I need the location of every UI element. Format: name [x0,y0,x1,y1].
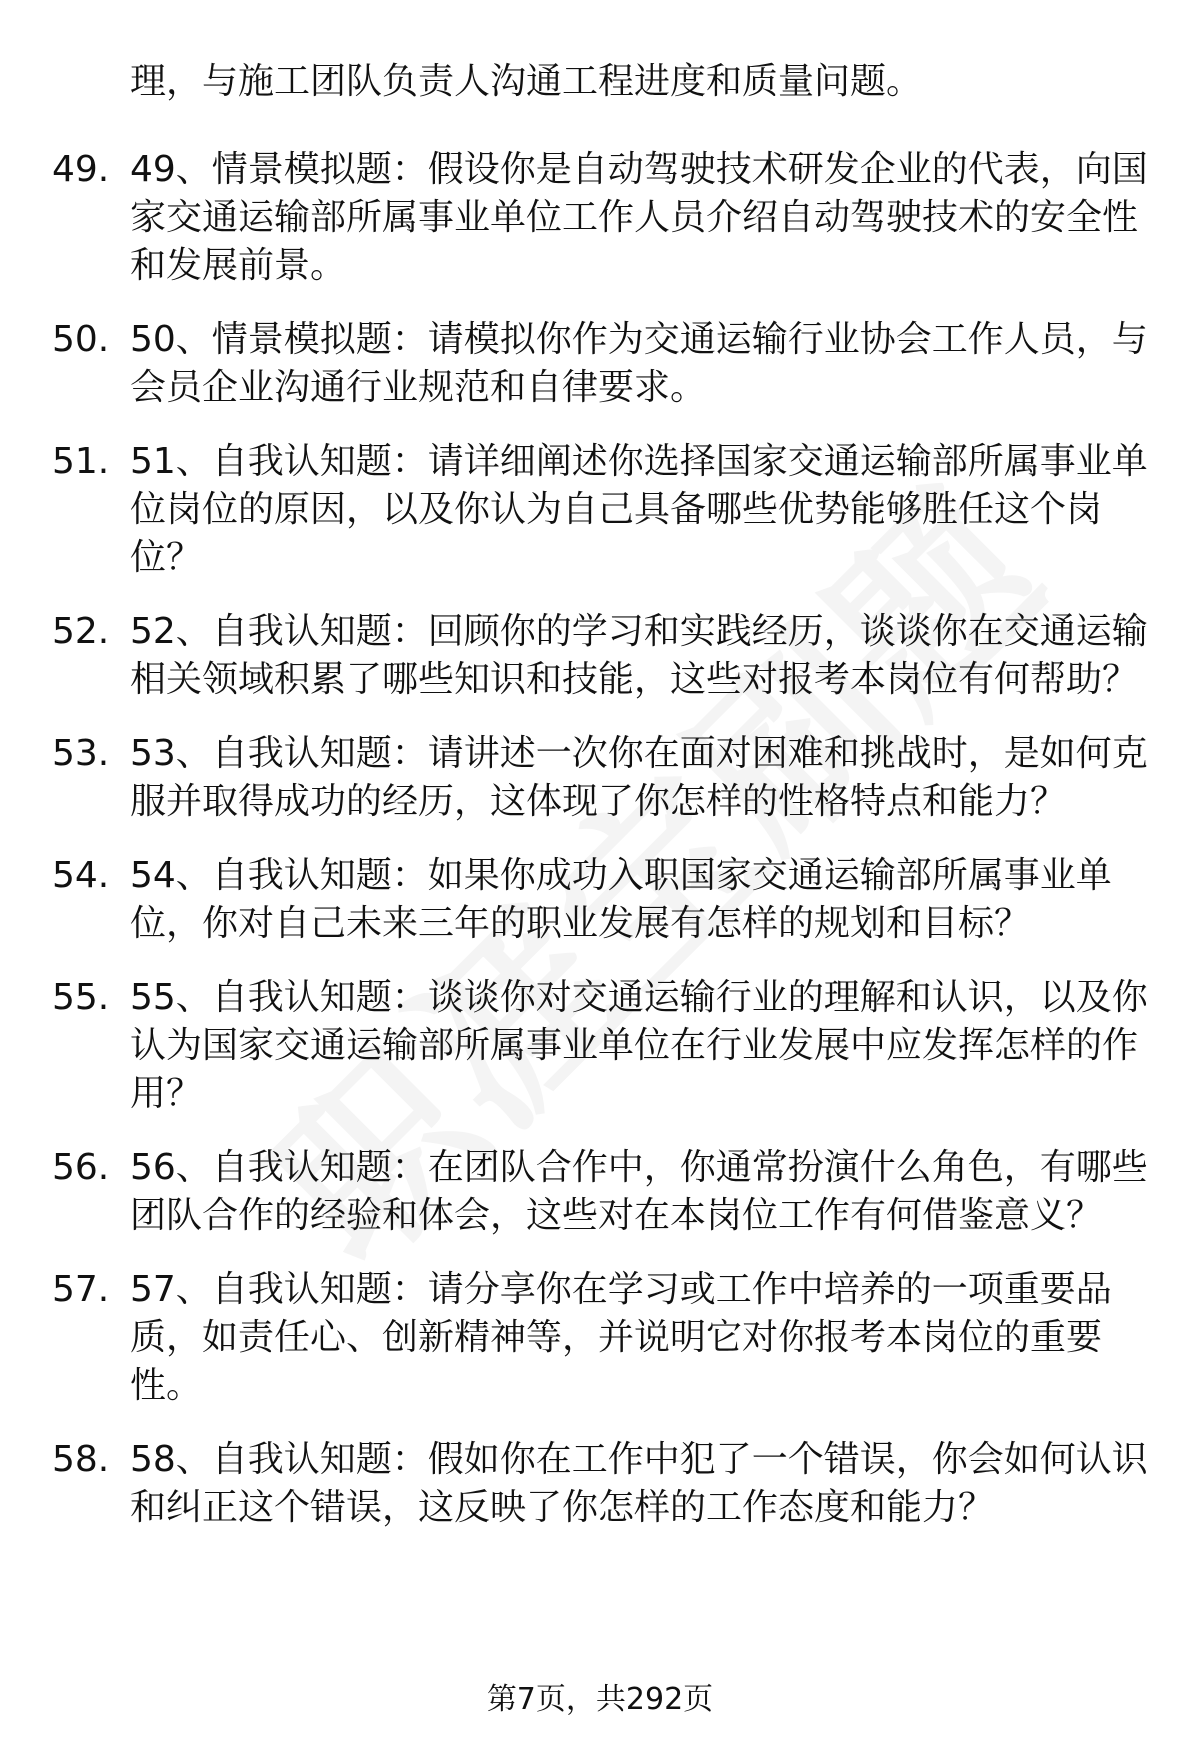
question-item [0,1266,1200,1410]
continued-text: 理，与施工团队负责人沟通工程进度和质量问题。 [130,61,923,102]
question-text: 57、自我认知题：请分享你在学习或工作中培养的一项重要品质，如责任心、创新精神等，并说明它对你报考本岗位的重要性。 [130,1269,1112,1406]
question-item [0,852,1200,948]
question-number: 57. [52,1269,110,1310]
question-text: 54、自我认知题：如果你成功入职国家交通运输部所属事业单位，你对自己未来三年的职业发展有怎样的规划和目标？ [130,855,1112,944]
question-text: 53、自我认知题：请讲述一次你在面对困难和挑战时，是如何克服并取得成功的经历，这体现了你怎样的性格特点和能力？ [130,733,1148,822]
question-number: 50. [52,319,110,360]
question-number: 58. [52,1439,110,1480]
question-text: 51、自我认知题：请详细阐述你选择国家交通运输部所属事业单位岗位的原因，以及你认为自己具备哪些优势能够胜任这个岗位？ [130,441,1148,578]
page-number-footer: 第7页，共292页 [486,1682,714,1717]
question-number: 51. [52,441,110,482]
question-item [0,608,1200,704]
question-text: 49、情景模拟题：假设你是自动驾驶技术研发企业的代表，向国家交通运输部所属事业单位工作人员介绍自动驾驶技术的安全性和发展前景。 [130,149,1148,286]
question-item [0,316,1200,412]
question-list [0,146,1200,1558]
question-number: 54. [52,855,110,896]
question-number: 49. [52,149,110,190]
question-number: 53. [52,733,110,774]
question-item [0,730,1200,826]
question-number: 52. [52,611,110,652]
question-number: 56. [52,1147,110,1188]
question-text: 50、情景模拟题：请模拟你作为交通运输行业协会工作人员，与会员企业沟通行业规范和自律要求。 [130,319,1148,408]
question-text: 55、自我认知题：谈谈你对交通运输行业的理解和认识，以及你认为国家交通运输部所属事业单位在行业发展中应发挥怎样的作用？ [130,977,1148,1114]
question-text: 52、自我认知题：回顾你的学习和实践经历，谈谈你在交通运输相关领域积累了哪些知识和技能，这些对报考本岗位有何帮助？ [130,611,1148,700]
question-item [0,1144,1200,1240]
question-item [0,438,1200,582]
question-text: 58、自我认知题：假如你在工作中犯了一个错误，你会如何认识和纠正这个错误，这反映了你怎样的工作态度和能力？ [130,1439,1148,1528]
question-number: 55. [52,977,110,1018]
question-text: 56、自我认知题：在团队合作中，你通常扮演什么角色，有哪些团队合作的经验和体会，这些对在本岗位工作有何借鉴意义？ [130,1147,1148,1236]
question-item [0,974,1200,1118]
question-item [0,1436,1200,1532]
question-item [0,146,1200,290]
